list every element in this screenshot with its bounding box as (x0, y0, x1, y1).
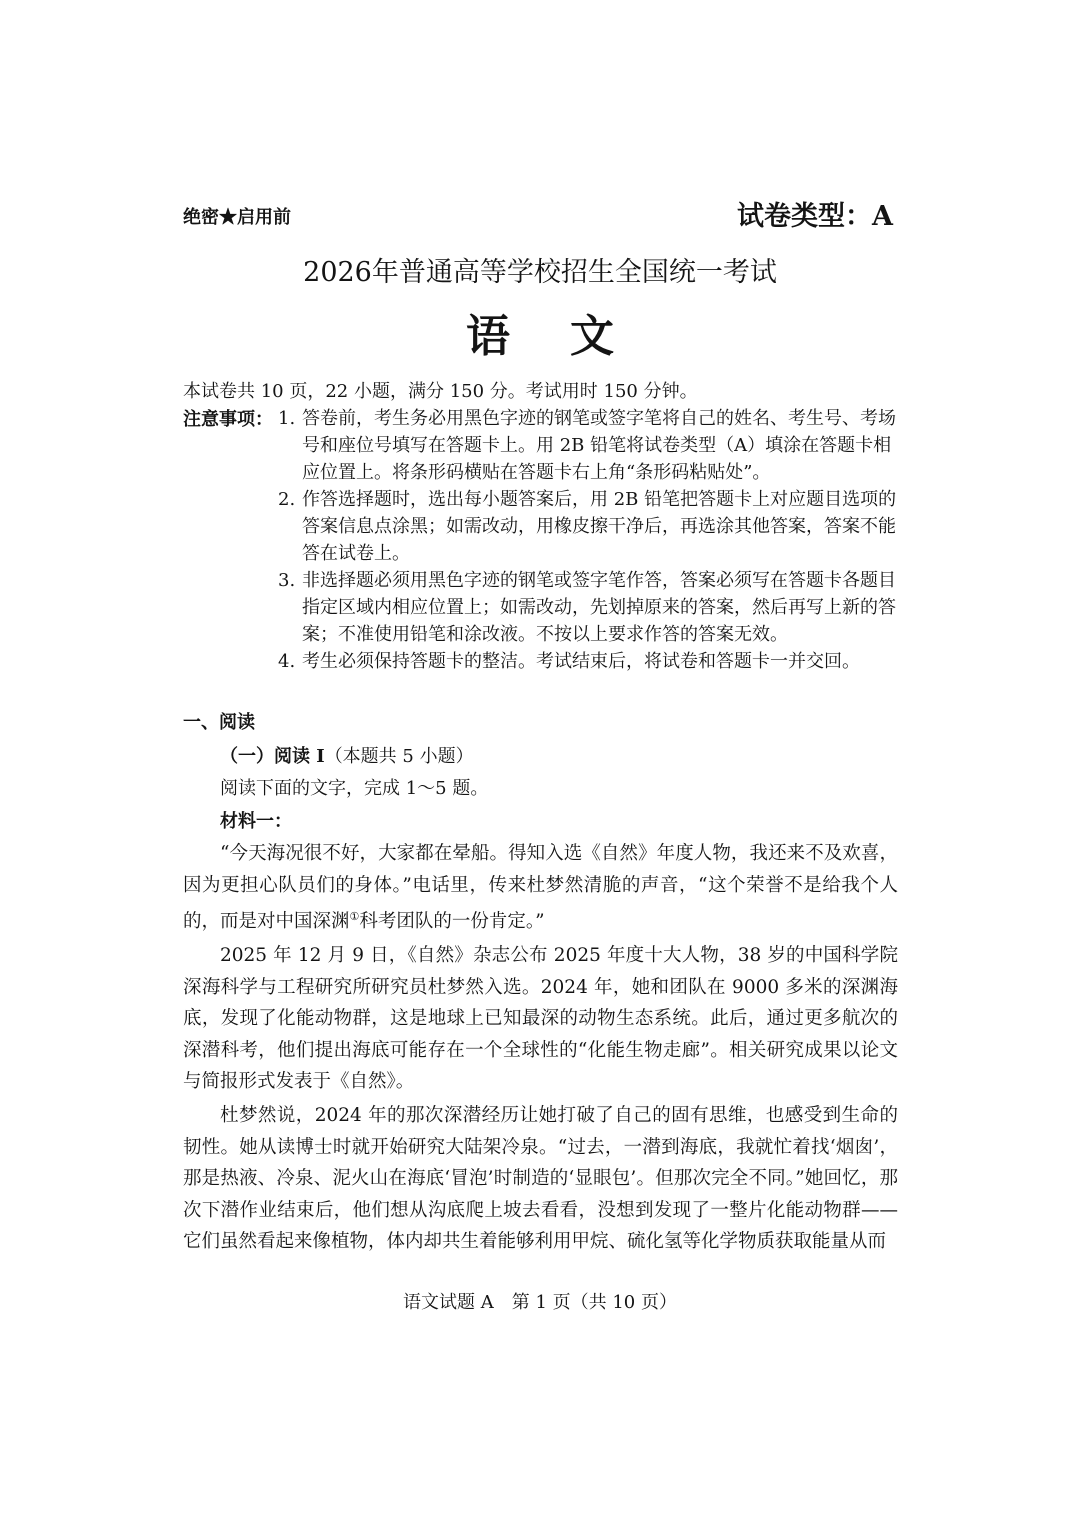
note-text: 作答选择题时，选出每小题答案后，用 2B 铅笔把答题卡上对应题目选项的答案信息点涂黑；如需改动，用橡皮擦干净后，再选涂其他答案，答案不能答在试卷上。 (302, 489, 897, 564)
note-text: 非选择题必须用黑色字迹的钢笔或签字笔作答，答案必须写在答题卡各题目指定区域内相应位置上；如需改动，先划掉原来的答案，然后再写上新的答案；不准使用铅笔和涂改液。不按以上要求作答的答案无效。 (302, 570, 896, 645)
notes-list (278, 405, 898, 675)
exam-title: 2026年普通高等学校招生全国统一考试 (303, 257, 777, 288)
note-number: 1. (278, 408, 296, 429)
note-number: 2. (278, 489, 296, 510)
note-item (278, 405, 898, 486)
material-text (183, 838, 898, 1260)
paragraph (183, 1100, 898, 1258)
note-number: 3. (278, 570, 296, 591)
note-number: 4. (278, 651, 296, 672)
subsection-heading (220, 742, 474, 768)
note-item (278, 567, 898, 648)
reading-instruction: 阅读下面的文字，完成 1～5 题。 (220, 778, 489, 799)
paragraph-text: 杜梦然说，2024 年的那次深潜经历让她打破了自己的固有思维，也感受到生命的韧性。她从读博士时就开始研究大陆架冷泉。“过去，一潜到海底，我就忙着找‘烟囱’，那是热液、冷泉、泥火山在海底‘冒泡’时制造的‘显眼包’。但那次完全不同。”她回忆，那次下潜作业结束后，他们想从沟底爬上坡去看看，没想到发现了一整片化能动物群——它们虽然看起来像植物，体内却共生着能够利用甲烷、硫化氢等化学物质获取能量从而 (183, 1104, 898, 1253)
page-footer: 语文试题 A 第 1 页（共 10 页） (403, 1292, 677, 1313)
confidential-label: 绝密★启用前 (183, 207, 291, 228)
paragraph-text: 2025 年 12 月 9 日，《自然》杂志公布 2025 年度十大人物，38 岁的中国科学院深海科学与工程研究所研究员杜梦然入选。2024 年，她和团队在 9000 多米的深渊海底，发现了化能动物群，这是地球上已知最深的动物生态系统。此后，通过更多航次的深潜科考，他们提出海底可能存在一个全球性的“化能生物走廊”。相关研究成果以论文与简报形式发表于《自然》。 (183, 944, 898, 1093)
note-text: 考生必须保持答题卡的整洁。考试结束后，将试卷和答题卡一并交回。 (302, 651, 860, 672)
subject-title: 语文 (466, 311, 674, 362)
section-heading: 一、阅读 (183, 712, 255, 733)
paragraph (183, 940, 898, 1098)
paragraph-text: “今天海况很不好，大家都在晕船。得知入选《自然》年度人物，我还来不及欢喜，因为更担心队员们的身体。”电话里，传来杜梦然清脆的声音，“这个荣誉不是给我个人的，而是对中国深渊 (183, 843, 898, 933)
footnote-marker: ① (349, 910, 360, 924)
subsection-note: （本题共 5 小题） (324, 746, 474, 767)
note-text: 答卷前，考生务必用黑色字迹的钢笔或签字笔将自己的姓名、考生号、考场号和座位号填写在答题卡上。用 2B 铅笔将试卷类型（A）填涂在答题卡相应位置上。将条形码横贴在答题卡右上角“条形码粘贴处”。 (302, 408, 896, 483)
note-item (278, 486, 898, 567)
notes-label: 注意事项： (183, 409, 273, 430)
material-label: 材料一： (220, 811, 292, 832)
note-item (278, 648, 898, 675)
subsection-title: （一）阅读 I (220, 746, 325, 767)
exam-intro: 本试卷共 10 页，22 小题，满分 150 分。考试用时 150 分钟。 (183, 381, 698, 402)
paper-type-label: 试卷类型：A (737, 201, 893, 232)
paragraph (183, 838, 898, 938)
paragraph-text-continued: 科考团队的一份肯定。” (359, 911, 545, 933)
